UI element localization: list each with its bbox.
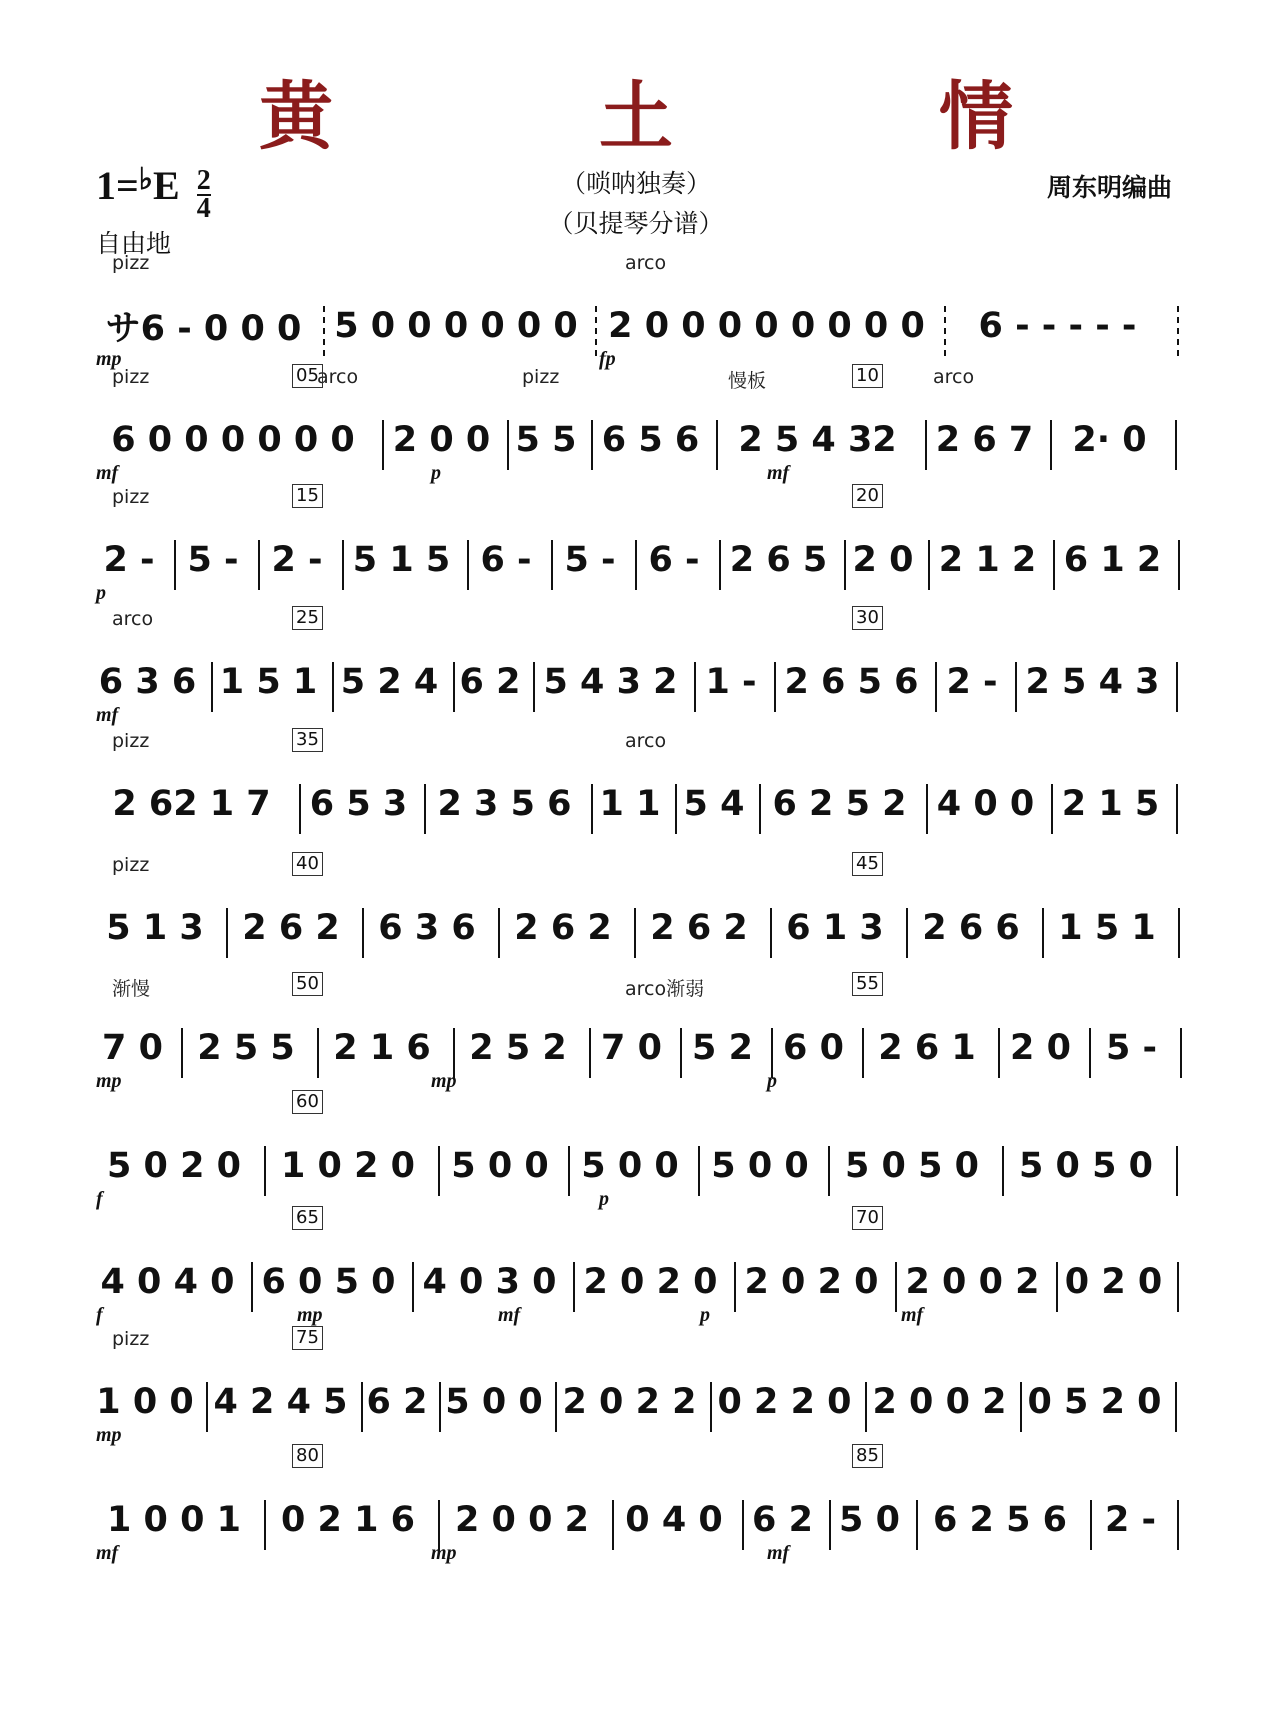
measure-notes: 2 0 0 2 [455, 1500, 589, 1540]
measure [228, 880, 364, 978]
measure-notes: 2 5 5 [197, 1028, 295, 1068]
measure-notes: 2 6 5 [729, 540, 828, 580]
dynamic-mark: mf [96, 704, 119, 726]
measure-notes: 2 1 2 [938, 540, 1037, 580]
performance-mark: arco [625, 252, 667, 274]
measure-notes: 6 2 5 2 [772, 784, 907, 824]
measure [266, 1472, 440, 1570]
measure [557, 1354, 712, 1452]
performance-mark: 渐慢 [112, 978, 151, 1000]
dynamic-mark: fp [599, 348, 616, 370]
dynamic-mark: mf [96, 462, 119, 484]
measure-notes: 5 0 0 [445, 1382, 543, 1422]
bar-line [1176, 1146, 1178, 1196]
measure-notes: 6 2 [752, 1500, 813, 1540]
measure [908, 880, 1044, 978]
measure [761, 756, 928, 854]
measure [867, 1354, 1022, 1452]
bar-line [1178, 540, 1180, 590]
dynamic-mark: mf [901, 1304, 924, 1326]
measure [831, 1472, 918, 1570]
measure [364, 880, 500, 978]
measure [928, 756, 1053, 854]
measure [593, 392, 718, 490]
performance-mark: arco [933, 366, 975, 388]
measure [830, 1118, 1004, 1216]
dynamic-mark: mf [767, 1542, 790, 1564]
measure-notes: 2 0 0 0 0 0 0 0 0 [608, 306, 925, 346]
measure-notes: 5 - [564, 540, 616, 580]
measure-notes: 1 5 1 [1058, 908, 1156, 948]
dynamic-mark: f [96, 1188, 103, 1210]
dynamic-mark: mf [767, 462, 790, 484]
measure [918, 1472, 1092, 1570]
score-system [92, 252, 1178, 370]
measure-notes: 5 0 2 0 [107, 1146, 241, 1186]
score-system [92, 485, 1178, 604]
score-system [92, 1327, 1178, 1446]
measure [253, 1234, 414, 1332]
dynamic-mark: mf [96, 1542, 119, 1564]
measure [677, 756, 761, 854]
rehearsal-number: 45 [852, 852, 883, 876]
measure-notes: 6 0 5 0 [261, 1262, 396, 1302]
measure [937, 634, 1017, 732]
measure [266, 1118, 440, 1216]
measure [637, 512, 721, 610]
measure-notes: 2 0 2 2 [562, 1382, 697, 1422]
performance-mark: pizz [112, 252, 150, 274]
measure [846, 512, 930, 610]
measure-notes: 1 - [705, 662, 757, 702]
measure-notes: 6 - - - - - [978, 306, 1137, 346]
rehearsal-number: 70 [852, 1206, 883, 1230]
rehearsal-number: 75 [292, 1326, 323, 1350]
rehearsal-number: 25 [292, 606, 323, 630]
measure-notes: 2 5 2 [469, 1028, 567, 1068]
measure-notes: 4 2 4 5 [213, 1382, 348, 1422]
measure-notes: 5 5 [515, 420, 577, 460]
measure [682, 1000, 773, 1098]
measure-notes: 2 3 5 6 [437, 784, 572, 824]
measure-notes: 5 0 0 [451, 1146, 549, 1186]
dynamic-mark: mp [96, 1070, 122, 1092]
measure [260, 512, 344, 610]
performance-mark: arco [112, 608, 154, 630]
measure-notes: 6 1 3 [786, 908, 884, 948]
bar-line [1177, 306, 1179, 356]
dynamic-mark: mp [431, 1542, 457, 1564]
measure [414, 1234, 575, 1332]
measure [535, 634, 696, 732]
score-system [92, 973, 1178, 1092]
measure-notes: 1 0 2 0 [281, 1146, 415, 1186]
measure [1092, 1472, 1179, 1570]
measure [946, 278, 1179, 376]
measure [455, 634, 535, 732]
measure-notes: 2 1 5 [1061, 784, 1160, 824]
measure [92, 278, 325, 376]
measure-notes: 2 6 6 [922, 908, 1020, 948]
measure [927, 392, 1052, 490]
score-system [92, 729, 1178, 846]
measure-notes: 5 - [1105, 1028, 1158, 1068]
measure-notes: 5 4 [683, 784, 745, 824]
measure [92, 880, 228, 978]
rehearsal-number: 20 [852, 484, 883, 508]
performance-mark: 慢板 [728, 370, 767, 392]
measure [500, 880, 636, 978]
measure-notes: 6 3 6 [98, 662, 197, 702]
measure-notes: 6 0 0 0 0 0 0 [111, 420, 355, 460]
measure [183, 1000, 319, 1098]
flat-symbol: ♭ [138, 163, 153, 196]
measure-notes: 7 0 [102, 1028, 163, 1068]
score-system [92, 853, 1178, 970]
measure-notes: 6 5 6 [601, 420, 700, 460]
measure-notes: 1 5 1 [219, 662, 318, 702]
measure-notes: 5 4 3 2 [543, 662, 678, 702]
measure-notes: 2 0 2 0 [583, 1262, 718, 1302]
bar-line [1176, 784, 1178, 834]
dynamic-mark: p [96, 582, 106, 604]
measure-notes: 4 0 3 0 [422, 1262, 557, 1302]
measure [614, 1472, 744, 1570]
rehearsal-number: 60 [292, 1090, 323, 1114]
score-system [92, 1445, 1178, 1564]
measure [208, 1354, 363, 1452]
measure-notes: 2 0 [1010, 1028, 1071, 1068]
measure [440, 1472, 614, 1570]
measure [773, 1000, 864, 1098]
rehearsal-number: 05 [292, 364, 323, 388]
dynamic-mark: p [767, 1070, 777, 1092]
measure [696, 634, 776, 732]
dynamic-mark: mp [297, 1304, 323, 1326]
performance-mark: pizz [112, 366, 150, 388]
score-title: 黄 土 情 [259, 74, 1109, 160]
rehearsal-number: 30 [852, 606, 883, 630]
measure [325, 278, 597, 376]
score-system [92, 365, 1178, 484]
measure-notes: サ6 - 0 0 0 [105, 309, 302, 349]
measure [213, 634, 334, 732]
measure [1055, 512, 1180, 610]
measure-notes: 7 0 [601, 1028, 662, 1068]
performance-mark: pizz [112, 1328, 150, 1350]
measure [1044, 880, 1180, 978]
measure-notes: 6 5 3 [309, 784, 408, 824]
measure-notes: 5 0 0 [581, 1146, 679, 1186]
measure [384, 392, 509, 490]
measure [301, 756, 426, 854]
bar-line [1176, 662, 1178, 712]
performance-mark: pizz [112, 730, 150, 752]
subtitle-instrument: （唢呐独奏） [560, 169, 711, 198]
measure-notes: 5 0 0 [711, 1146, 809, 1186]
measure-notes: 0 2 2 0 [717, 1382, 852, 1422]
measure [575, 1234, 736, 1332]
measure [712, 1354, 867, 1452]
measure [469, 512, 553, 610]
measure [776, 634, 937, 732]
measure-notes: 2 6 5 6 [784, 662, 919, 702]
key-label: 1= [96, 163, 139, 208]
dynamic-mark: p [431, 462, 441, 484]
measure [700, 1118, 830, 1216]
measure [718, 392, 927, 490]
score-system [92, 607, 1178, 726]
measure [721, 512, 846, 610]
measure-notes: 5 0 5 0 [845, 1146, 979, 1186]
performance-mark: pizz [112, 486, 150, 508]
measure [426, 756, 593, 854]
measure [455, 1000, 591, 1098]
measure [92, 1234, 253, 1332]
measure [1022, 1354, 1177, 1452]
time-top: 2 [196, 164, 211, 196]
measure-notes: 0 4 0 [625, 1500, 723, 1540]
performance-mark: pizz [522, 366, 560, 388]
rehearsal-number: 55 [852, 972, 883, 996]
measure [597, 278, 946, 376]
measure-notes: 2 0 0 [392, 420, 491, 460]
measure-notes: 5 - [187, 540, 239, 580]
measure-notes: 2 62 1 7 [112, 784, 271, 824]
measure-notes: 6 2 [366, 1382, 428, 1422]
measure-notes: 6 2 [459, 662, 521, 702]
subtitle-part: （贝提琴分谱） [548, 209, 724, 238]
measure-notes: 1 0 0 [96, 1382, 194, 1422]
bar-line [1177, 1500, 1179, 1550]
rehearsal-number: 80 [292, 1444, 323, 1468]
measure [176, 512, 260, 610]
bar-line [1175, 420, 1177, 470]
measure-notes: 6 - [648, 540, 700, 580]
measure-notes: 0 5 2 0 [1027, 1382, 1162, 1422]
measure [736, 1234, 897, 1332]
measure-notes: 6 0 [783, 1028, 844, 1068]
measure [1053, 756, 1178, 854]
measure [334, 634, 455, 732]
rehearsal-number: 10 [852, 364, 883, 388]
measure-notes: 4 0 0 [936, 784, 1035, 824]
measure [363, 1354, 441, 1452]
measure-notes: 2 - [1104, 1500, 1157, 1540]
dynamic-mark: p [700, 1304, 710, 1326]
measure-notes: 6 - [480, 540, 532, 580]
dynamic-mark: mf [498, 1304, 521, 1326]
measure [1017, 634, 1178, 732]
measure-notes: 2 6 2 [650, 908, 748, 948]
measure [92, 392, 384, 490]
measure-notes: 1 0 0 1 [107, 1500, 241, 1540]
measure [92, 1118, 266, 1216]
measure-notes: 5 2 [692, 1028, 753, 1068]
bar-line [1175, 1382, 1177, 1432]
measure-notes: 5 2 4 [340, 662, 439, 702]
measure [864, 1000, 1000, 1098]
measure-notes: 2 6 2 [514, 908, 612, 948]
measure-notes: 2 5 4 3 [1025, 662, 1160, 702]
tempo-marking: 自由地 [96, 228, 172, 258]
measure-notes: 0 2 0 [1064, 1262, 1163, 1302]
measure-notes: 2 6 2 [242, 908, 340, 948]
measure-notes: 4 0 4 0 [100, 1262, 235, 1302]
dynamic-mark: mp [96, 1424, 122, 1446]
rehearsal-number: 65 [292, 1206, 323, 1230]
rehearsal-number: 35 [292, 728, 323, 752]
measure-notes: 2 0 2 0 [744, 1262, 879, 1302]
measure [441, 1354, 557, 1452]
measure [92, 756, 301, 854]
measure-notes: 2· 0 [1072, 420, 1147, 460]
measure-notes: 1 1 [599, 784, 661, 824]
measure [930, 512, 1055, 610]
dynamic-mark: mp [431, 1070, 457, 1092]
measure [591, 1000, 682, 1098]
measure-notes: 5 1 3 [106, 908, 204, 948]
measure-notes: 2 0 [852, 540, 914, 580]
dynamic-mark: f [96, 1304, 103, 1326]
performance-mark: arco渐弱 [625, 978, 705, 1000]
rehearsal-number: 15 [292, 484, 323, 508]
measure-notes: 5 0 0 0 0 0 0 [334, 306, 578, 346]
score-system [92, 1091, 1178, 1210]
measure [1052, 392, 1177, 490]
measure [440, 1118, 570, 1216]
bar-line [1180, 1028, 1182, 1078]
measure-notes: 6 3 6 [378, 908, 476, 948]
measure [1091, 1000, 1182, 1098]
dynamic-mark: p [599, 1188, 609, 1210]
measure [1004, 1118, 1178, 1216]
rehearsal-number: 85 [852, 1444, 883, 1468]
measure [636, 880, 772, 978]
composer: 周东明编曲 [1046, 173, 1172, 202]
performance-mark: pizz [112, 854, 150, 876]
measure-notes: 2 1 6 [333, 1028, 431, 1068]
measure-notes: 2 - [946, 662, 998, 702]
measure [1000, 1000, 1091, 1098]
measure-notes: 2 5 4 32 [738, 420, 897, 460]
measure-notes: 5 0 [839, 1500, 900, 1540]
measure [553, 512, 637, 610]
measure [593, 756, 677, 854]
measure-notes: 2 0 0 2 [872, 1382, 1007, 1422]
measure [772, 880, 908, 978]
measure-notes: 2 - [103, 540, 155, 580]
rehearsal-number: 40 [292, 852, 323, 876]
bar-line [1178, 908, 1180, 958]
measure-notes: 5 1 5 [352, 540, 451, 580]
measure [570, 1118, 700, 1216]
measure [509, 392, 593, 490]
measure-notes: 2 - [271, 540, 323, 580]
measure-notes: 2 6 7 [935, 420, 1034, 460]
measure [1058, 1234, 1179, 1332]
measure-notes: 6 1 2 [1063, 540, 1162, 580]
bar-line [1177, 1262, 1179, 1312]
score-system [92, 1207, 1178, 1326]
key-note: E [152, 163, 180, 208]
performance-mark: arco [625, 730, 667, 752]
measure-notes: 2 0 0 2 [905, 1262, 1040, 1302]
measure-notes: 0 2 1 6 [281, 1500, 415, 1540]
measure [344, 512, 469, 610]
measure-notes: 2 6 1 [878, 1028, 976, 1068]
rehearsal-number: 50 [292, 972, 323, 996]
measure-notes: 6 2 5 6 [933, 1500, 1067, 1540]
measure-notes: 5 0 5 0 [1019, 1146, 1153, 1186]
dynamic-mark: mp [96, 348, 122, 370]
time-bottom: 4 [196, 192, 211, 224]
performance-mark: arco [317, 366, 359, 388]
